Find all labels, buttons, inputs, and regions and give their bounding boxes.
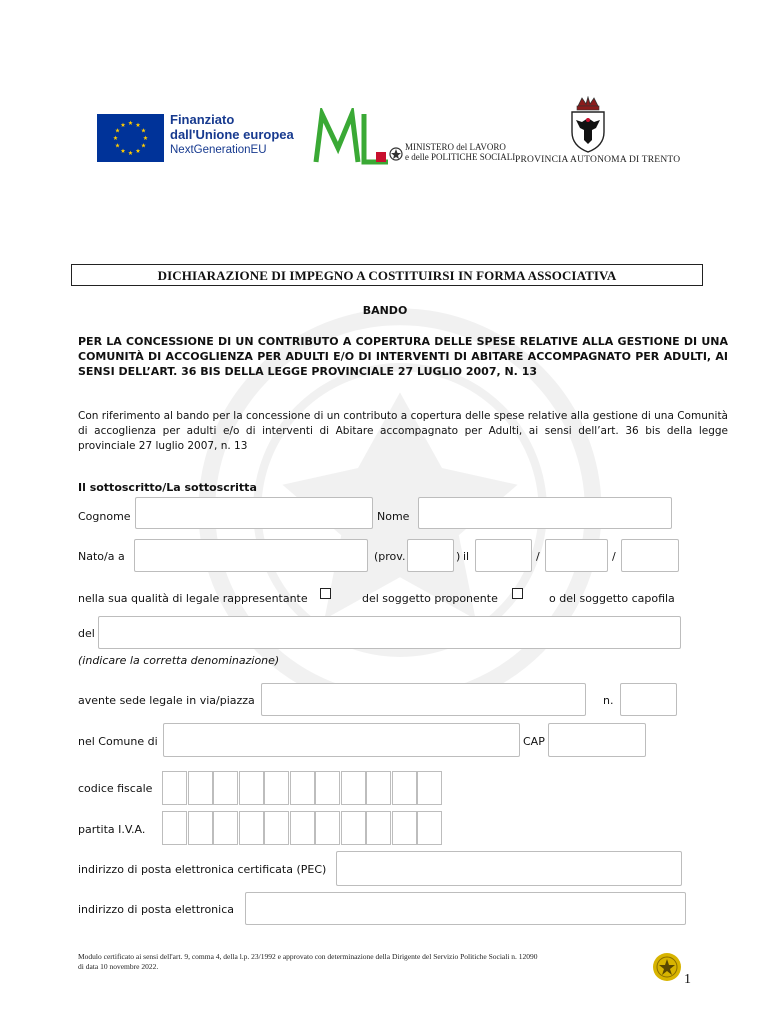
pec-field[interactable] — [336, 851, 682, 886]
codice-fiscale-cell[interactable] — [341, 771, 366, 805]
page-number: 1 — [684, 972, 691, 987]
partita-iva-cell[interactable] — [366, 811, 391, 845]
codice-fiscale-cell[interactable] — [290, 771, 315, 805]
date-separator: / — [612, 550, 616, 563]
capofila-checkbox[interactable] — [512, 588, 523, 599]
codice-fiscale-cell[interactable] — [188, 771, 213, 805]
bando-heading: BANDO — [362, 304, 408, 317]
footer-note — [78, 952, 648, 972]
footer-line2: di data 10 novembre 2022. — [78, 962, 159, 971]
cognome-field[interactable] — [135, 497, 373, 529]
capofila-label: o del soggetto capofila — [549, 592, 675, 605]
partita-iva-cell[interactable] — [162, 811, 187, 845]
partita-iva-cell[interactable] — [315, 811, 340, 845]
codice-fiscale-cell[interactable] — [162, 771, 187, 805]
intro-paragraph: Con riferimento al bando per la concessione di un contributo a copertura delle spese relative alla gestione di una Comunità di accoglienza per adulti e/o di interventi di Abitare accompagnato per Adulti, ai sensi dell’art. 36 bis della legge provinciale 27 luglio 2007, n. 13 — [78, 410, 728, 452]
partita-iva-cell[interactable] — [213, 811, 238, 845]
qualita-label: nella sua qualità di legale rappresentante — [78, 592, 308, 605]
italian-emblem-icon — [389, 146, 403, 162]
bando-subtitle: PER LA CONCESSIONE DI UN CONTRIBUTO A COPERTURA DELLE SPESE RELATIVE ALLA GESTIONE DI UNA COMUNITÀ DI ACCOGLIENZA PER ADULTI E/O DI INTERVENTI DI ABITARE ACCOMPAGNATO PER ADULTI, AI SENSI DELL’ART. 36 BIS DELLA LEGGE PROVINCIALE 27 LUGLIO 2007, N. 13 — [78, 335, 728, 378]
date-separator: / — [536, 550, 540, 563]
denominazione-hint: (indicare la corretta denominazione) — [78, 654, 280, 667]
denominazione-field[interactable] — [98, 616, 681, 649]
codice-fiscale-label: codice fiscale — [78, 782, 153, 795]
prov-label: (prov. — [374, 550, 406, 563]
il-label: il — [463, 550, 470, 563]
partita-iva-cell[interactable] — [239, 811, 264, 845]
partita-iva-label: partita I.V.A. — [78, 823, 146, 836]
partita-iva-cell[interactable] — [188, 811, 213, 845]
sede-label: avente sede legale in via/piazza — [78, 694, 255, 707]
prov-field[interactable] — [407, 539, 454, 572]
cap-field[interactable] — [548, 723, 646, 757]
birth-day-field[interactable] — [475, 539, 532, 572]
partita-iva-cell[interactable] — [417, 811, 442, 845]
codice-fiscale-cell[interactable] — [315, 771, 340, 805]
codice-fiscale-cell[interactable] — [264, 771, 289, 805]
section-label: Il sottoscritto/La sottoscritta — [78, 481, 257, 494]
eu-line3: NextGenerationEU — [170, 144, 267, 156]
comune-field[interactable] — [163, 723, 520, 757]
comune-label: nel Comune di — [78, 735, 158, 748]
nome-label: Nome — [377, 510, 410, 523]
birth-month-field[interactable] — [545, 539, 608, 572]
numero-civico-field[interactable] — [620, 683, 677, 716]
codice-fiscale-cell[interactable] — [417, 771, 442, 805]
document-title-box — [71, 264, 703, 286]
birth-year-field[interactable] — [621, 539, 679, 572]
nome-field[interactable] — [418, 497, 672, 529]
footer-line1: Modulo certificato ai sensi dell'art. 9, comma 4, della l.p. 23/1992 e approvato con determinazione della Dirigente del Servizio Politiche Sociali n. 12090 — [78, 952, 538, 961]
ministero-line2: e delle POLITICHE SOCIALI — [405, 152, 516, 162]
provincia-text: PROVINCIA AUTONOMA DI TRENTO — [515, 155, 681, 165]
pec-label: indirizzo di posta elettronica certificata (PEC) — [78, 863, 327, 876]
ministero-line1: MINISTERO del LAVORO — [405, 142, 506, 152]
eu-funding-text — [170, 112, 294, 158]
ministero-text — [405, 142, 515, 162]
codice-fiscale-cell[interactable] — [213, 771, 238, 805]
email-field[interactable] — [245, 892, 686, 925]
document-title: DICHIARAZIONE DI IMPEGNO A COSTITUIRSI IN FORMA ASSOCIATIVA — [157, 268, 617, 283]
partita-iva-cell[interactable] — [290, 811, 315, 845]
trento-coat-of-arms-icon — [566, 96, 610, 154]
cognome-label: Cognome — [78, 510, 131, 523]
certification-stamp-icon — [652, 952, 682, 982]
codice-fiscale-cell[interactable] — [239, 771, 264, 805]
sede-field[interactable] — [261, 683, 586, 716]
eu-line2: dall'Unione europea — [170, 127, 294, 142]
email-label: indirizzo di posta elettronica — [78, 903, 234, 916]
codice-fiscale-cell[interactable] — [392, 771, 417, 805]
partita-iva-cell[interactable] — [264, 811, 289, 845]
nato-field[interactable] — [134, 539, 368, 572]
proponente-label: del soggetto proponente — [362, 592, 498, 605]
eu-flag-icon — [97, 114, 164, 162]
proponente-checkbox[interactable] — [320, 588, 331, 599]
del-label: del — [78, 627, 95, 640]
codice-fiscale-cell[interactable] — [366, 771, 391, 805]
eu-line1: Finanziato — [170, 112, 235, 127]
partita-iva-cell[interactable] — [341, 811, 366, 845]
ml-logo-icon — [312, 108, 392, 166]
prov-close-paren: ) — [456, 550, 461, 563]
numero-label: n. — [603, 694, 614, 707]
partita-iva-cell[interactable] — [392, 811, 417, 845]
nato-label: Nato/a a — [78, 550, 125, 563]
cap-label: CAP — [523, 735, 545, 748]
